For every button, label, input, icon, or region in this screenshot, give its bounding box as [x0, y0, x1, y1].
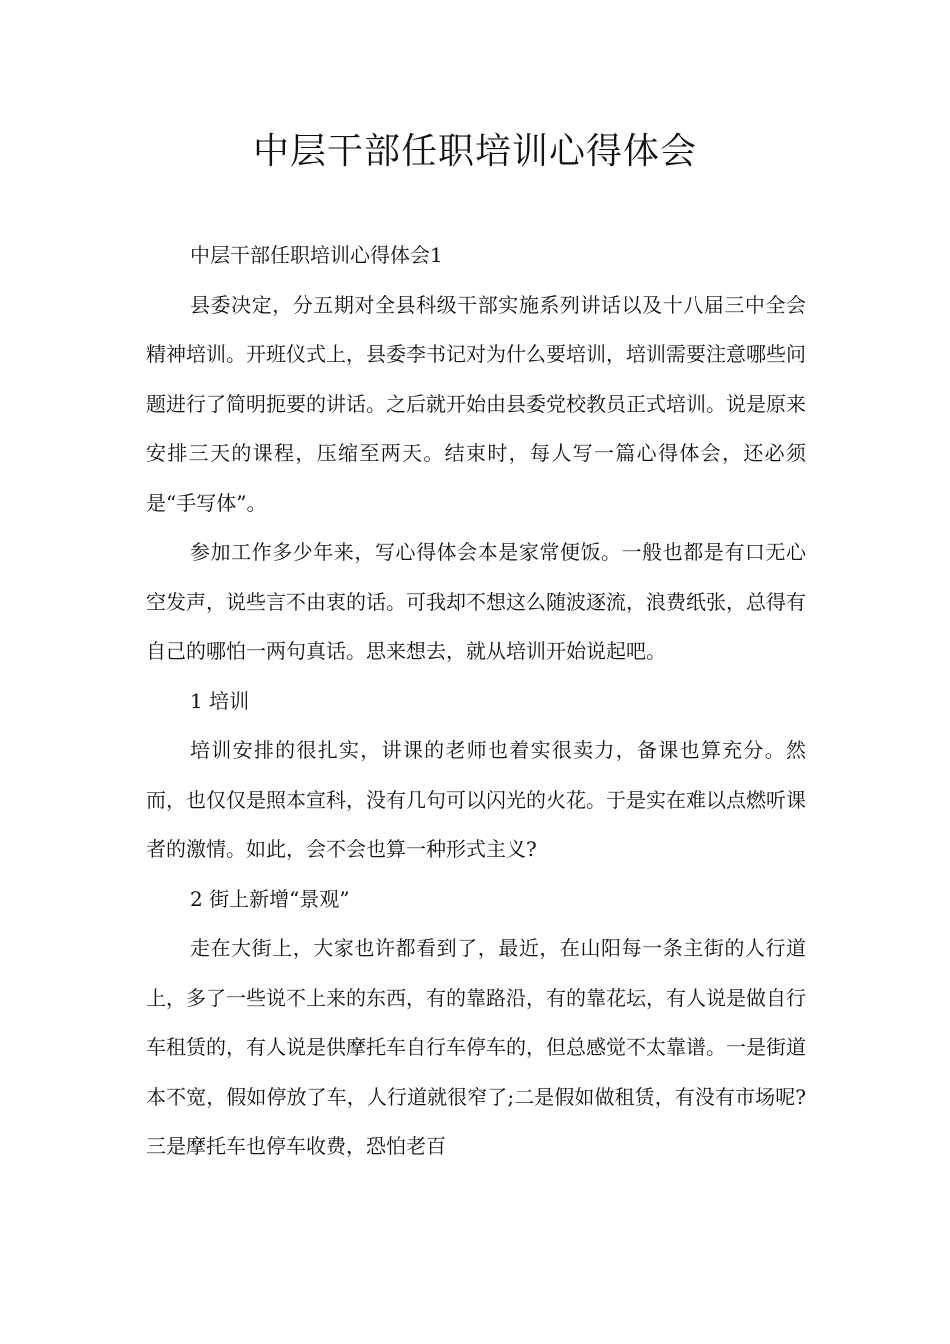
section-heading: 2 街上新增“景观” — [190, 886, 350, 911]
paragraph: 走在大街上，大家也许都看到了，最近，在山阳每一条主街的人行道上，多了一些说不上来的东西，有的靠路沿，有的靠花坛，有人说是做自行车租赁的，有人说是供摩托车自行车停车的，但总感觉不太靠谱。一是街道本不宽，假如停放了车，人行道就很窄了;二是假如做租赁，有没有市场呢?三是摩托车也停车收费，恐怕老百 — [146, 936, 806, 1158]
document-title: 中层干部任职培训心得体会 — [252, 131, 697, 172]
paragraph: 县委决定，分五期对全县科级干部实施系列讲话以及十八届三中全会精神培训。开班仪式上，县委李书记对为什么要培训，培训需要注意哪些问题进行了简明扼要的讲话。之后就开始由县委党校教员正式培训。说是原来安排三天的课程，压缩至两天。结束时，每人写一篇心得体会，还必须是“手写体”。 — [146, 292, 806, 515]
document-body — [146, 231, 806, 1172]
section-heading: 中层干部任职培训心得体会1 — [190, 243, 443, 267]
paragraph: 参加工作多少年来，写心得体会本是家常便饭。一般也都是有口无心空发声，说些言不由衷的话。可我却不想这么随波逐流，浪费纸张，总得有自己的哪怕一两句真话。思来想去，就从培训开始说起吧。 — [146, 540, 806, 663]
section-heading: 1 培训 — [190, 688, 250, 713]
paragraph: 培训安排的很扎实，讲课的老师也着实很卖力，备课也算充分。然而，也仅仅是照本宣科，没有几句可以闪光的火花。于是实在难以点燃听课者的激情。如此，会不会也算一种形式主义? — [146, 738, 806, 861]
